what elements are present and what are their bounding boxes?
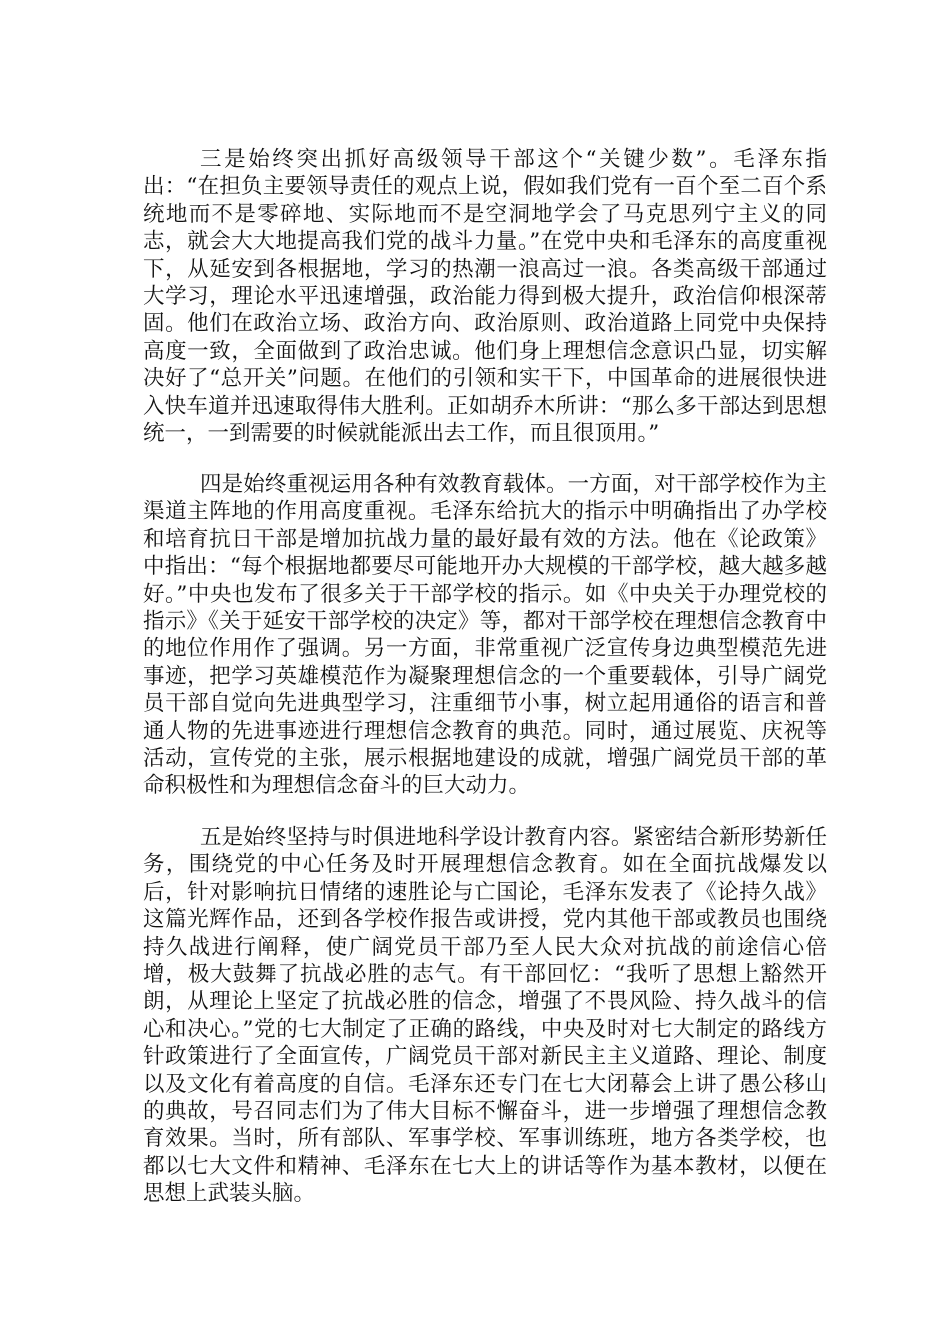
paragraph-text: 五是始终坚持与时俱进地科学设计教育内容。紧密结合新形势新任务，围绕党的中心任务及时开展理想信念教育。如在全面抗战爆发以后，针对影响抗日情绪的速胜论与亡国论，毛泽东发表了《论持久战》这篇光辉作品，还到各学校作报告或讲授，党内其他干部或教员也围绕持久战进行阐释，使广阔党员干部乃至人民大众对抗战的前途信心倍增，极大鼓舞了抗战必胜的志气。有干部回忆：“我听了思想上豁然开朗，从理论上坚定了抗战必胜的信念，增强了不畏风险、持久战斗的信心和决心。”党的七大制定了正确的路线，中央及时对七大制定的路线方针政策进行了全面宣传，广阔党员干部对新民主主义道路、理论、制度以及文化有着高度的自信。毛泽东还专门在七大闭幕会上讲了愚公移山的典故，号召同志们为了伟大目标不懈奋斗，进一步增强了理想信念教育效果。当时，所有部队、军事学校、军事训练班，地方各类学校，也都以七大文件和精神、毛泽东在七大上的讲话等作为基本教材，以便在思想上武装头脑。 [143, 825, 827, 1207]
paragraph-five [143, 824, 827, 1208]
paragraph-three [143, 146, 827, 447]
paragraph-text: 四是始终重视运用各种有效教育载体。一方面，对干部学校作为主渠道主阵地的作用高度重视。毛泽东给抗大的指示中明确指出了办学校和培育抗日干部是增加抗战力量的最好最有效的方法。他在《论政策》中指出：“每个根据地都要尽可能地开办大规模的干部学校，越大越多越好。”中央也发布了很多关于干部学校的指示。如《中央关于办理党校的指示》《关于延安干部学校的决定》等，都对干部学校在理想信念教育中的地位作用作了强调。另一方面，非常重视广泛宣传身边典型模范先进事迹，把学习英雄模范作为凝聚理想信念的一个重要载体，引导广阔党员干部自觉向先进典型学习，注重细节小事，树立起用通俗的语言和普通人物的先进事迹进行理想信念教育的典范。同时，通过展览、庆祝等活动，宣传党的主张，展示根据地建设的成就，增强广阔党员干部的革命积极性和为理想信念奋斗的巨大动力。 [143, 472, 827, 799]
paragraph-text: 三是始终突出抓好高级领导干部这个“关键少数”。毛泽东指出：“在担负主要领导责任的观点上说，假如我们党有一百个至二百个系统地而不是零碎地、实际地而不是空洞地学会了马克思列宁主义的同志，就会大大地提高我们党的战斗力量。”在党中央和毛泽东的高度重视下，从延安到各根据地，学习的热潮一浪高过一浪。各类高级干部通过大学习，理论水平迅速增强，政治能力得到极大提升，政治信仰根深蒂固。他们在政治立场、政治方向、政治原则、政治道路上同党中央保持高度一致，全面做到了政治忠诚。他们身上理想信念意识凸显，切实解决好了“总开关”问题。在他们的引领和实干下，中国革命的进展很快进入快车道并迅速取得伟大胜利。正如胡乔木所讲：“那么多干部达到思想统一，一到需要的时候就能派出去工作，而且很顶用。” [143, 147, 827, 447]
paragraph-four [143, 471, 827, 800]
